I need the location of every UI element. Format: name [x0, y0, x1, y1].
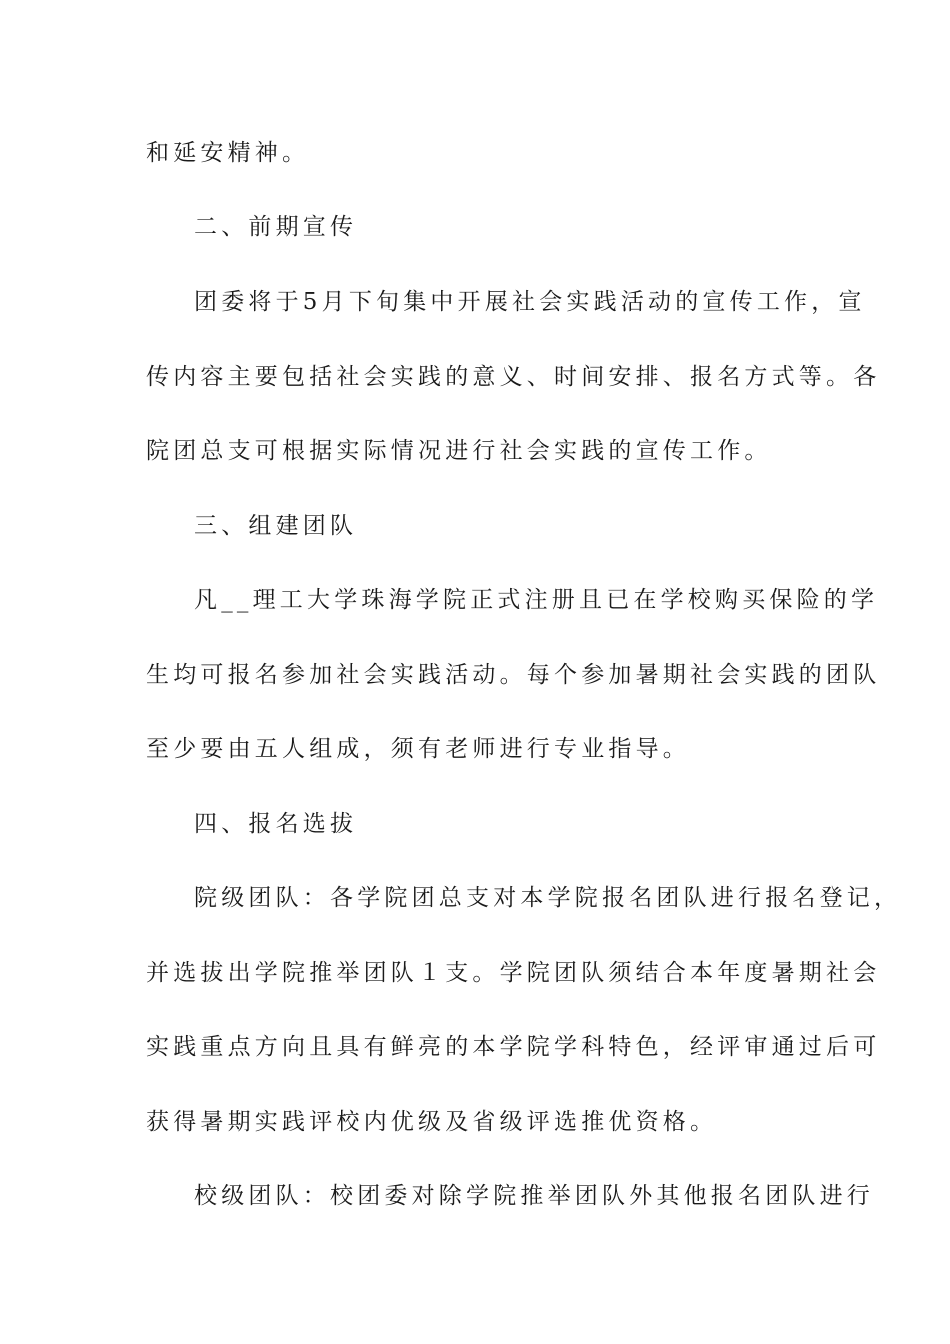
paragraph-publicity-line-1: 团委将于5月下旬集中开展社会实践活动的宣传工作，宣: [194, 289, 866, 315]
paragraph-publicity-line-2: 传内容主要包括社会实践的意义、时间安排、报名方式等。各: [146, 364, 881, 390]
section-heading-team: 三、组建团队: [194, 513, 358, 539]
paragraph-college-team-line-1: 院级团队：各学院团总支对本学院报名团队进行报名登记，: [194, 885, 902, 911]
section-heading-selection: 四、报名选拔: [194, 811, 358, 837]
section-heading-publicity: 二、前期宣传: [194, 214, 358, 240]
paragraph-continuation: 和延安精神。: [146, 140, 310, 166]
paragraph-publicity-line-3: 院团总支可根据实际情况进行社会实践的宣传工作。: [146, 438, 772, 464]
paragraph-school-team-line-1: 校级团队：校团委对除学院推举团队外其他报名团队进行: [194, 1183, 874, 1209]
paragraph-college-team-line-2: 并选拔出学院推举团队１支。学院团队须结合本年度暑期社会: [146, 960, 881, 986]
paragraph-team-line-1: 凡__理工大学珠海学院正式注册且已在学校购买保险的学: [194, 587, 879, 613]
paragraph-college-team-line-4: 获得暑期实践评校内优级及省级评选推优资格。: [146, 1109, 718, 1135]
paragraph-team-line-3: 至少要由五人组成，须有老师进行专业指导。: [146, 736, 690, 762]
paragraph-team-line-2: 生均可报名参加社会实践活动。每个参加暑期社会实践的团队: [146, 662, 881, 688]
paragraph-college-team-line-3: 实践重点方向且具有鲜亮的本学院学科特色，经评审通过后可: [146, 1034, 881, 1060]
